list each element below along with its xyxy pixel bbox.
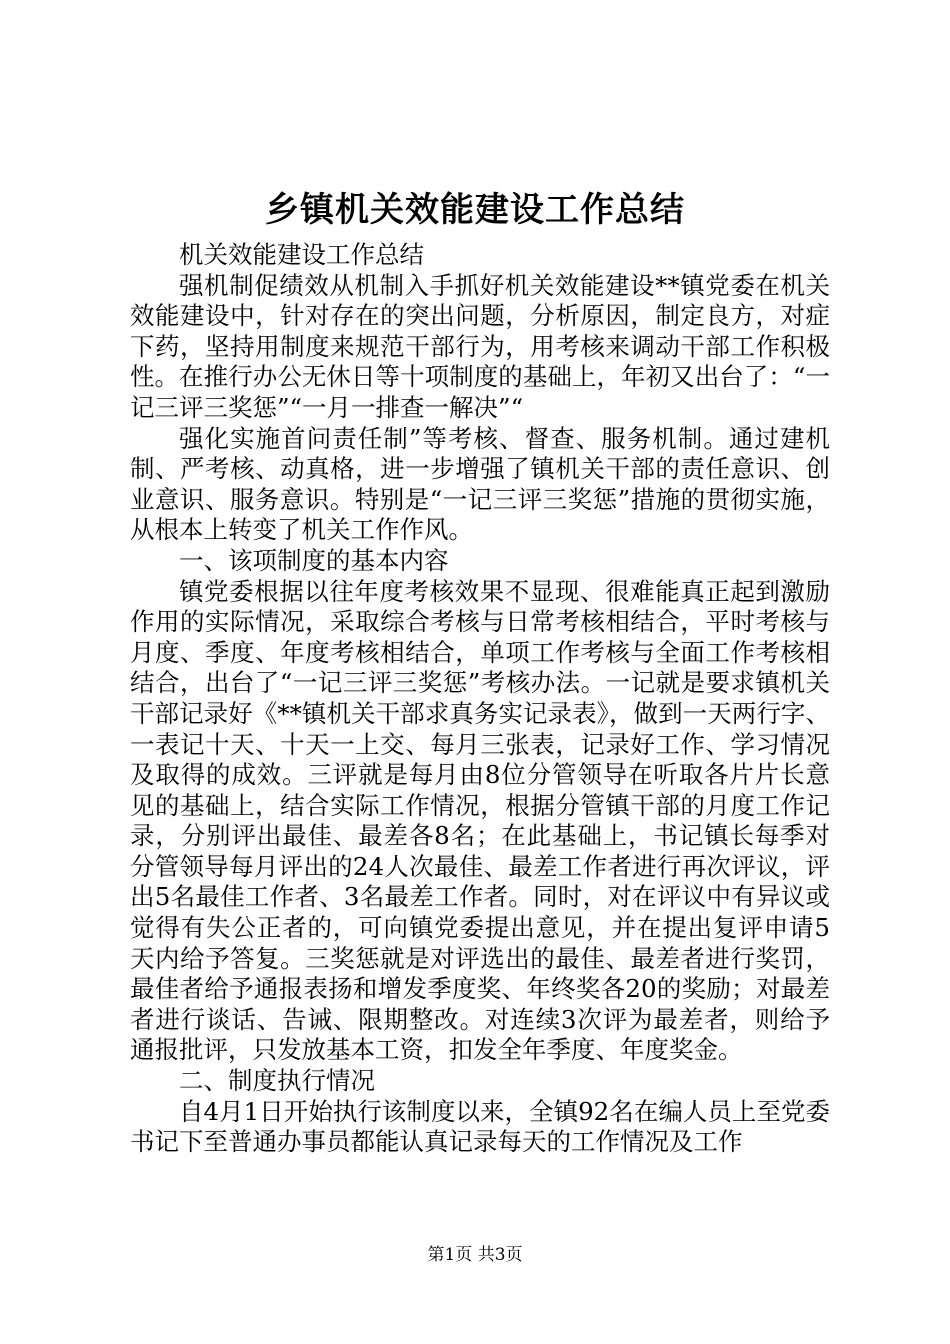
section-heading-content: 一、该项制度的基本内容 [179, 545, 449, 575]
paragraph-system-content: 镇党委根据以往年度考核效果不显现、很难能真正起到激励作用的实际情况，采取综合考核与日常考核相结合，平时考核与月度、季度、年度考核相结合，单项工作考核与全面工作考核相结合，出台了“一记三评三奖惩”考核办法。一记就是要求镇机关干部记录好《**镇机关干部求真务实记录表》，做到一天两行字、一表记十天、十天一上交、每月三张表，记录好工作、学习情况及取得的成效。三评就是每月由8位分管领导在听取各片片长意见的基础上，结合实际工作情况，根据分管镇干部的月度工作记录，分别评出最佳、最差各8名；在此基础上，书记镇长每季对分管领导每月评出的24人次最佳、最差工作者进行再次评议，评出5名最佳工作者、3名最差工作者。同时，对在评议中有异议或觉得有失公正者的，可向镇党委提出意见，并在提出复评申请5天内给予答复。三奖惩就是对评选出的最佳、最差者进行奖罚，最佳者给予通报表扬和增发季度奖、年终奖各20的奖励；对最差者进行谈话、告诫、限期整改。对连续3次评为最差者，则给予通报批评，只发放基本工资，扣发全年季度、年度奖金。 [130, 576, 830, 1065]
document-body [130, 240, 830, 1158]
paragraph-execution: 自4月1日开始执行该制度以来，全镇92名在编人员上至党委书记下至普通办事员都能认真记录每天的工作情况及工作 [130, 1096, 830, 1157]
page-number: 第1页 共3页 [427, 1245, 523, 1265]
paragraph-subtitle: 机关效能建设工作总结 [179, 240, 424, 269]
document-title: 乡镇机关效能建设工作总结 [265, 190, 685, 230]
paragraph-intro: 强机制促绩效从机制入手抓好机关效能建设**镇党委在机关效能建设中，针对存在的突出问题，分析原因，制定良方，对症下药，坚持用制度来规范干部行为，用考核来调动干部工作积极性。在推行办公无休日等十项制度的基础上，年初又出台了：“一记三评三奖惩”“一月一排查一解决”“ [130, 270, 830, 422]
paragraph-mechanism: 强化实施首问责任制”等考核、督查、服务机制。通过建机制、严考核、动真格，进一步增强了镇机关干部的责任意识、创业意识、服务意识。特别是“一记三评三奖惩”措施的贯彻实施，从根本上转变了机关工作作风。 [130, 423, 830, 545]
section-heading-execution: 二、制度执行情况 [179, 1066, 375, 1096]
